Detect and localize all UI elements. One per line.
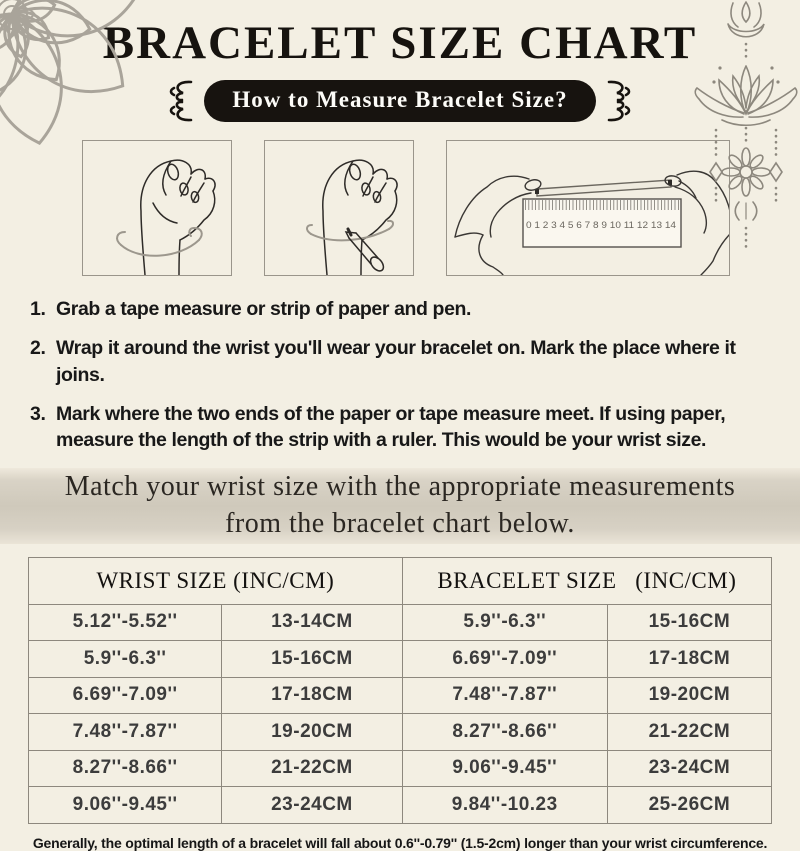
table-row [29,750,772,787]
step-text: Mark where the two ends of the paper or tape measure meet. If using paper, measure the length of the strip with a ruler. This would be your wrist size. [56,402,726,452]
page-title: BRACELET SIZE CHART [102,17,698,69]
match-banner [0,468,800,544]
bracelet-size-header: BRACELET SIZE (INC/CM) [402,557,771,604]
table-row [29,641,772,678]
table-row [29,714,772,751]
wrist-inches: 6.69''-7.09'' [29,677,222,714]
illustration-row [82,140,800,276]
bracelet-cm: 15-16CM [607,604,771,641]
bracelet-inches: 8.27''-8.66'' [402,714,607,751]
table-row [29,604,772,641]
instruction-steps [30,296,775,454]
bracelet-inches: 5.9''-6.3'' [402,604,607,641]
bracelet-cm: 17-18CM [607,641,771,678]
table-header-row [29,557,772,604]
bracelet-inches: 9.06''-9.45'' [402,750,607,787]
size-table [28,557,772,824]
step-text: Wrap it around the wrist you'll wear your bracelet on. Mark the place where it joins. [56,337,736,386]
banner-line-1: Match your wrist size with the appropriate measurements [64,471,736,503]
wrist-cm: 21-22CM [222,750,403,787]
illustration-ruler-measure [446,140,730,276]
wrist-cm: 23-24CM [222,787,403,824]
wrist-cm: 19-20CM [222,714,403,751]
step-2 [30,335,775,388]
banner-line-2: from the bracelet chart below. [225,507,575,539]
svg-text:0 1 2 3 4 5 6 7 8 9 10 11 12 1: 0 1 2 3 4 5 6 7 8 9 10 11 12 13 14 [526,220,676,230]
subtitle-row [0,78,800,124]
step-number: 1. [30,298,46,320]
step-number: 3. [30,402,46,425]
bracelet-inches: 7.48''-7.87'' [402,677,607,714]
illustration-mark-pen [264,140,414,276]
wrist-inches: 5.9''-6.3'' [29,641,222,678]
wrist-size-header: WRIST SIZE (INC/CM) [29,557,403,604]
hand-string-icon [83,141,231,275]
step-number: 2. [30,337,46,360]
step-3 [30,401,775,454]
wrist-inches: 9.06''-9.45'' [29,787,222,824]
bracelet-cm: 25-26CM [607,787,771,824]
wrist-cm: 15-16CM [222,641,403,678]
bracelet-inches: 9.84''-10.23 [402,787,607,824]
subtitle-pill: How to Measure Bracelet Size? [204,80,595,122]
illustration-wrap-wrist [82,140,232,276]
wrist-inches: 7.48''-7.87'' [29,714,222,751]
table-row [29,787,772,824]
bracelet-cm: 19-20CM [607,677,771,714]
bracelet-inches: 6.69''-7.09'' [402,641,607,678]
footer-note: Generally, the optimal length of a bracelet will fall about 0.6''-0.79'' (1.5-2cm) longer than your wrist circumference. [32,834,768,851]
step-1 [30,296,775,322]
wrist-cm: 13-14CM [222,604,403,641]
table-row [29,677,772,714]
bracelet-cm: 23-24CM [607,750,771,787]
ruler-measure-icon [447,141,729,275]
flourish-right-icon [606,78,632,124]
bracelet-cm: 21-22CM [607,714,771,751]
flourish-left-icon [168,78,194,124]
wrist-inches: 8.27''-8.66'' [29,750,222,787]
hand-pen-icon [265,141,415,275]
wrist-cm: 17-18CM [222,677,403,714]
step-text: Grab a tape measure or strip of paper and pen. [56,298,472,320]
wrist-inches: 5.12''-5.52'' [29,604,222,641]
